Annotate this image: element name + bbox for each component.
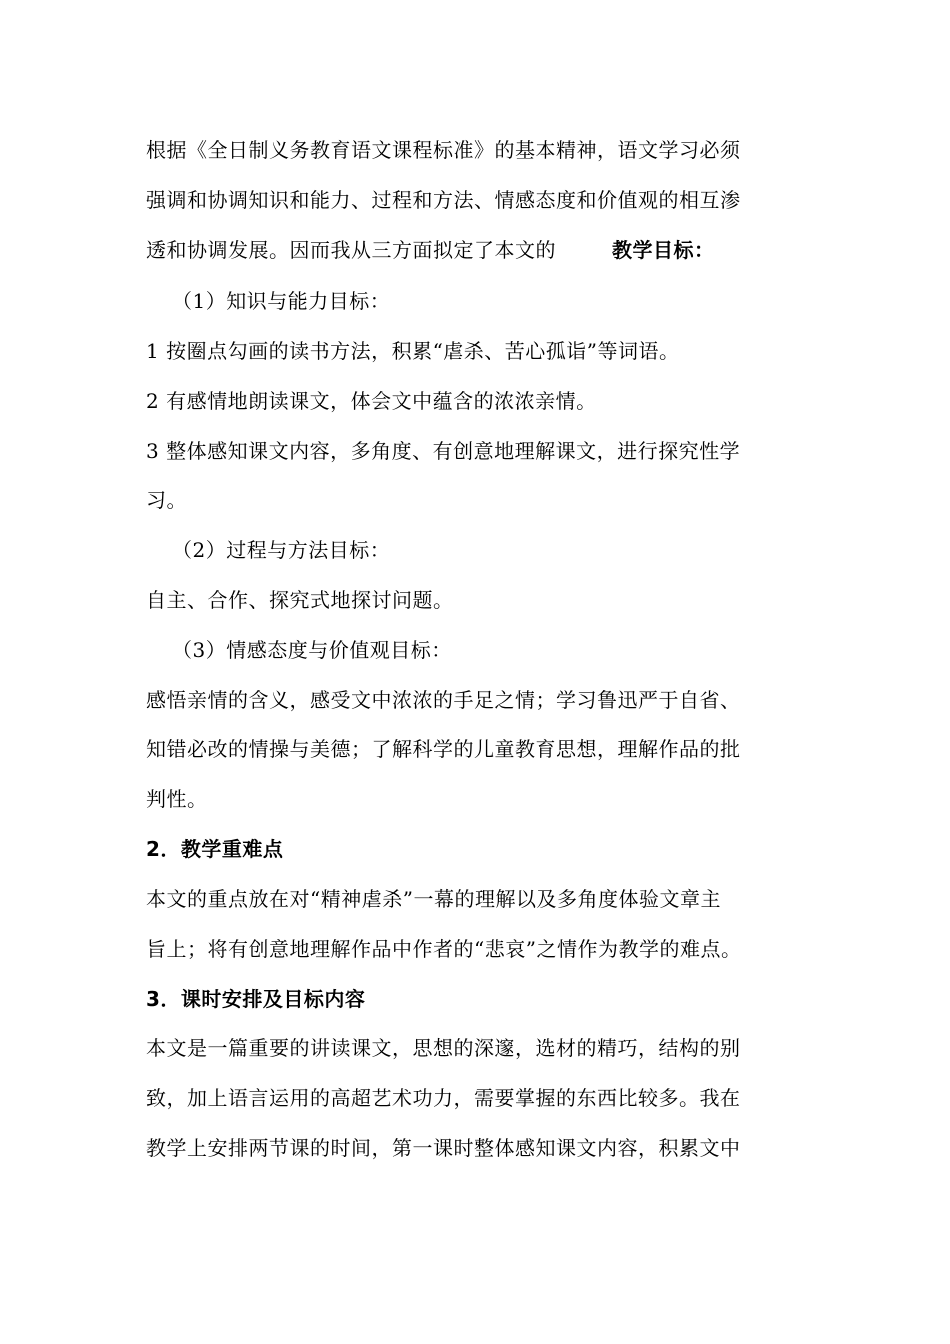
section2-line-2: 旨上；将有创意地理解作品中作者的“悲哀”之情作为教学的难点。 [146, 937, 742, 961]
section2-heading: 2．教学重难点 [146, 837, 284, 861]
goal3-line-2: 知错必改的情操与美德；了解科学的儿童教育思想，理解作品的批 [146, 737, 741, 761]
goal1-item-3-line-2: 习。 [146, 488, 187, 512]
intro-line-3 [146, 236, 715, 264]
goal3-line-1: 感悟亲情的含义，感受文中浓浓的手足之情；学习鲁迅严于自省、 [146, 688, 741, 712]
goal3-heading: （3）情感态度与价值观目标： [172, 638, 452, 662]
goal1-item-2: 2 有感情地朗读课文，体会文中蕴含的浓浓亲情。 [146, 389, 597, 413]
section3-line-2: 致，加上语言运用的高超艺术功力，需要掌握的东西比较多。我在 [146, 1086, 741, 1110]
intro-line-1: 根据《全日制义务教育语文课程标准》的基本精神，语文学习必须 [146, 138, 741, 162]
intro-line-3-text: 透和协调发展。因而我从三方面拟定了本文的 [146, 238, 556, 262]
goal1-item-3-line-1: 3 整体感知课文内容，多角度、有创意地理解课文，进行探究性学 [146, 439, 741, 463]
section2-line-1: 本文的重点放在对“精神虐杀”一幕的理解以及多角度体验文章主 [146, 887, 721, 911]
intro-line-2: 强调和协调知识和能力、过程和方法、情感态度和价值观的相互渗 [146, 188, 741, 212]
goal2-heading: （2）过程与方法目标： [172, 538, 391, 562]
section3-line-1: 本文是一篇重要的讲读课文，思想的深邃，选材的精巧，结构的别 [146, 1036, 741, 1060]
section3-line-3: 教学上安排两节课的时间，第一课时整体感知课文内容，积累文中 [146, 1136, 741, 1160]
goal3-line-3: 判性。 [146, 787, 208, 811]
teaching-goals-label: 教学目标： [612, 238, 715, 262]
goal2-text: 自主、合作、探究式地探讨问题。 [146, 588, 454, 612]
goal1-heading: （1）知识与能力目标： [172, 289, 391, 313]
section3-heading: 3．课时安排及目标内容 [146, 987, 366, 1011]
goal1-item-1: 1 按圈点勾画的读书方法，积累“虐杀、苦心孤诣”等词语。 [146, 339, 680, 363]
